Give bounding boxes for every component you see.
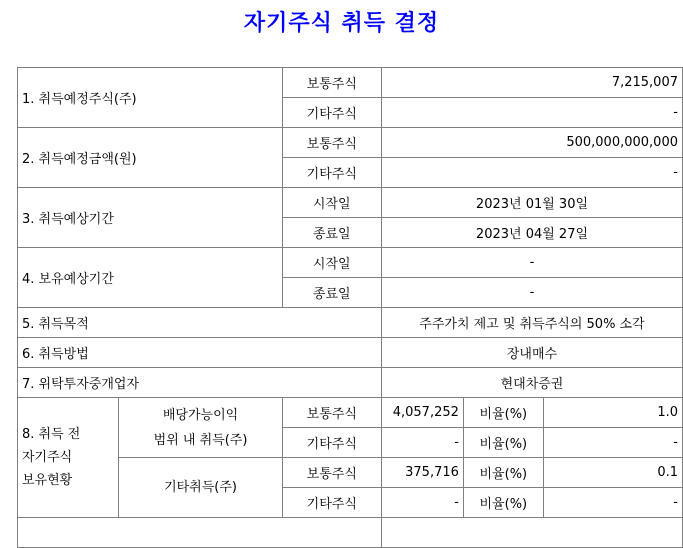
cut-off-cell	[18, 518, 382, 548]
ratio-value: -	[543, 428, 682, 458]
table-row	[18, 338, 683, 368]
date-value: 2023년 01월 30일	[381, 188, 682, 218]
date-label: 종료일	[282, 218, 381, 248]
label-line: 범위 내 취득(주)	[153, 432, 248, 448]
ratio-label: 비율(%)	[463, 398, 543, 428]
page-title: 자기주식 취득 결정	[243, 11, 440, 36]
date-value: -	[381, 248, 682, 278]
ratio-label: 비율(%)	[463, 428, 543, 458]
value-cell: 7,215,007	[381, 68, 682, 98]
quantity-cell: 4,057,252	[381, 398, 463, 428]
quantity-cell: -	[381, 428, 463, 458]
date-value: -	[381, 278, 682, 308]
table-row	[18, 248, 683, 278]
value-cell: -	[381, 158, 682, 188]
value-cell: 주주가치 제고 및 취득주식의 50% 소각	[381, 308, 682, 338]
table-row	[18, 128, 683, 158]
category-label: 기타주식	[282, 428, 381, 458]
row-label: 7. 위탁투자중개업자	[18, 368, 382, 398]
value-cell: -	[381, 98, 682, 128]
other-acquisition-label: 기타취득(주)	[119, 458, 282, 518]
ratio-value: 0.1	[543, 458, 682, 488]
category-label: 보통주식	[282, 128, 381, 158]
quantity-cell: 375,716	[381, 458, 463, 488]
table-row	[18, 188, 683, 218]
value-cell: 장내매수	[381, 338, 682, 368]
category-label: 보통주식	[282, 398, 381, 428]
cut-off-cell	[381, 518, 682, 548]
ratio-value: -	[543, 488, 682, 518]
table-row	[18, 308, 683, 338]
row-label-line: 8. 취득 전	[22, 427, 81, 442]
row-label: 6. 취득방법	[18, 338, 382, 368]
date-value: 2023년 04월 27일	[381, 218, 682, 248]
row-label-line: 자기주식	[22, 450, 73, 465]
table-row	[18, 368, 683, 398]
dividend-acquisition-label	[119, 398, 282, 458]
category-label: 기타주식	[282, 488, 381, 518]
row-label: 4. 보유예상기간	[18, 248, 283, 308]
date-label: 종료일	[282, 278, 381, 308]
table-row	[18, 398, 683, 428]
value-cell: 500,000,000,000	[381, 128, 682, 158]
label-line: 배당가능이익	[162, 407, 239, 423]
disclosure-table	[17, 67, 683, 548]
category-label: 기타주식	[282, 98, 381, 128]
row-label: 1. 취득예정주식(주)	[18, 68, 283, 128]
value-cell: 현대차증권	[381, 368, 682, 398]
table-row	[18, 68, 683, 98]
row-label: 2. 취득예정금액(원)	[18, 128, 283, 188]
ratio-value: 1.0	[543, 398, 682, 428]
category-label: 보통주식	[282, 458, 381, 488]
table-row-cut-off	[18, 518, 683, 548]
ratio-label: 비율(%)	[463, 488, 543, 518]
category-label: 보통주식	[282, 68, 381, 98]
date-label: 시작일	[282, 248, 381, 278]
row-label-line: 보유현황	[22, 473, 73, 488]
date-label: 시작일	[282, 188, 381, 218]
category-label: 기타주식	[282, 158, 381, 188]
ratio-label: 비율(%)	[463, 458, 543, 488]
row-label: 3. 취득예상기간	[18, 188, 283, 248]
row-label	[18, 398, 119, 518]
quantity-cell: -	[381, 488, 463, 518]
row-label: 5. 취득목적	[18, 308, 382, 338]
